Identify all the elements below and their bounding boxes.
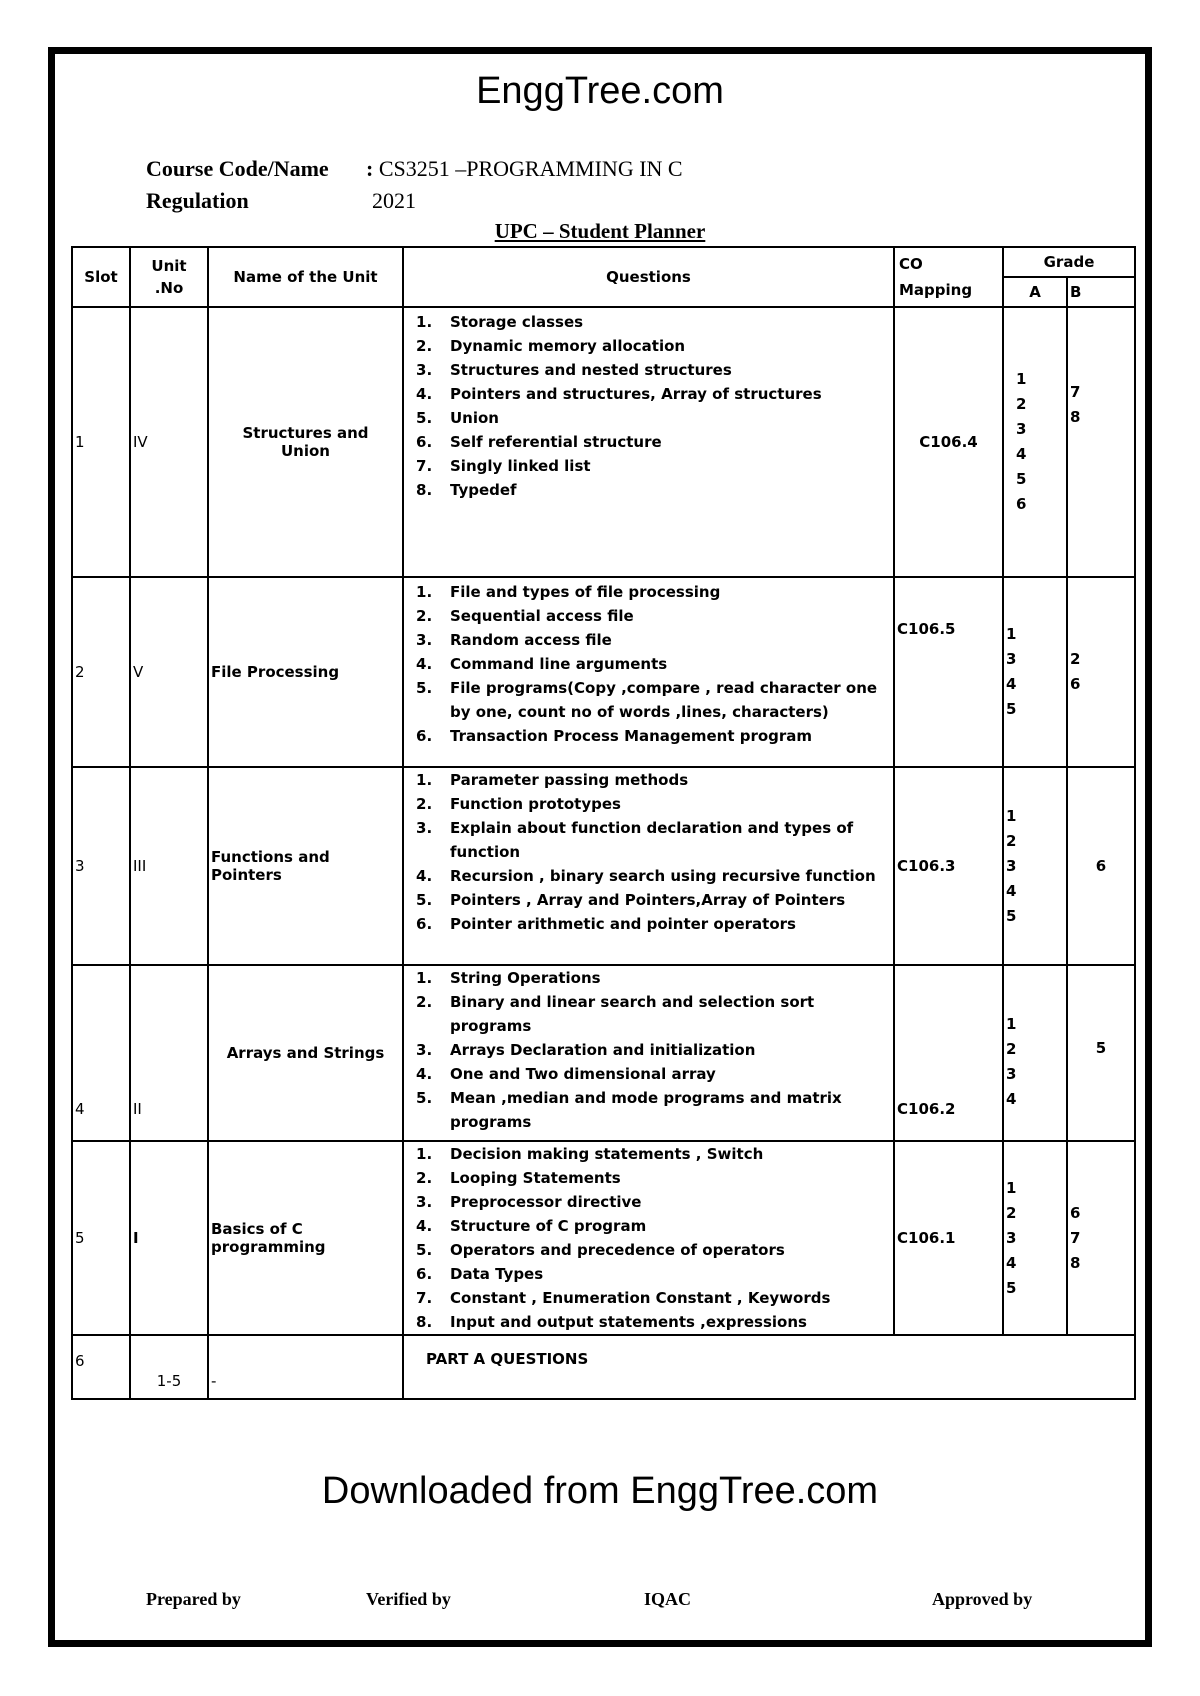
row-grade-a — [1003, 965, 1067, 1141]
header-grade-a: A — [1003, 277, 1067, 307]
question-item: Preprocessor directive — [450, 1193, 642, 1211]
question-item: Typedef — [450, 481, 517, 499]
row-unit: III — [130, 767, 208, 965]
question-item: Constant , Enumeration Constant , Keywords — [450, 1289, 831, 1307]
grade-b-item: 8 — [1070, 1253, 1081, 1272]
row-unit-name: - — [208, 1335, 403, 1399]
row-questions — [403, 767, 894, 965]
question-item: Operators and precedence of operators — [450, 1241, 785, 1259]
grade-a-item: 4 — [1006, 675, 1017, 693]
grade-a-item: 3 — [1006, 650, 1017, 668]
row-grade-b — [1067, 965, 1135, 1141]
question-item: File programs(Copy ,compare , read character one by one, count no of words ,lines, characters) — [450, 679, 878, 721]
question-item: One and Two dimensional array — [450, 1065, 716, 1083]
course-label: Course Code/Name — [146, 156, 329, 181]
grade-b-item: 8 — [1070, 408, 1081, 426]
grade-a-item: 2 — [1006, 1040, 1017, 1058]
question-item: String Operations — [450, 969, 601, 987]
table-row — [72, 1335, 1135, 1399]
row-slot: 1 — [72, 307, 130, 577]
grade-b-item: 6 — [1070, 675, 1081, 693]
question-item: Pointers and structures, Array of structures — [450, 385, 822, 403]
grade-a-item: 4 — [1006, 881, 1017, 900]
row-grade-b — [1067, 577, 1135, 767]
question-item: Looping Statements — [450, 1169, 621, 1187]
grade-a-item: 3 — [1006, 1228, 1017, 1247]
row-unit: II — [130, 965, 208, 1141]
question-item: Function prototypes — [450, 795, 621, 813]
row-grade-b — [1067, 1141, 1135, 1335]
grade-b-item: 2 — [1070, 650, 1081, 668]
row-slot: 2 — [72, 577, 130, 767]
row-grade-a — [1003, 1141, 1067, 1335]
grade-b-item: 6 — [1095, 856, 1107, 875]
row-unit: I — [130, 1141, 208, 1335]
question-item: Structure of C program — [450, 1217, 647, 1235]
question-item: Parameter passing methods — [450, 771, 689, 789]
question-item: Sequential access file — [450, 607, 634, 625]
grade-a-item: 4 — [1006, 1253, 1017, 1272]
row-grade-b — [1067, 767, 1135, 965]
grade-a-item: 5 — [1006, 700, 1017, 718]
question-item: Input and output statements ,expressions — [450, 1313, 807, 1331]
grade-a-item: 6 — [1016, 495, 1027, 513]
question-item: File and types of file processing — [450, 583, 721, 601]
row-co: C106.5 — [894, 577, 1003, 767]
row-questions — [403, 307, 894, 577]
row-unit-name: Structures and Union — [208, 307, 403, 577]
site-title: EnggTree.com — [476, 70, 724, 112]
row-unit: 1-5 — [130, 1335, 208, 1399]
row-co: C106.4 — [894, 307, 1003, 577]
question-item: Pointer arithmetic and pointer operators — [450, 915, 796, 933]
header-grade-b: B — [1067, 277, 1135, 307]
grade-a-item: 4 — [1016, 445, 1027, 463]
grade-a-item: 1 — [1006, 1015, 1017, 1033]
question-item: Dynamic memory allocation — [450, 337, 686, 355]
grade-a-item: 1 — [1006, 1178, 1017, 1197]
question-item: Structures and nested structures — [450, 361, 732, 379]
table-row — [72, 767, 1135, 965]
question-item: Singly linked list — [450, 457, 591, 475]
grade-a-item: 2 — [1016, 395, 1027, 413]
table-row — [72, 1141, 1135, 1335]
course-value: : CS3251 –PROGRAMMING IN C — [366, 156, 683, 181]
header-questions: Questions — [403, 247, 894, 307]
question-item: Decision making statements , Switch — [450, 1145, 764, 1163]
row-unit-name: Arrays and Strings — [208, 965, 403, 1141]
grade-a-item: 5 — [1006, 906, 1017, 925]
row-grade-a — [1003, 767, 1067, 965]
regulation-value: 2021 — [372, 188, 416, 213]
table-row — [72, 965, 1135, 1141]
verified-by: Verified by — [366, 1589, 451, 1609]
grade-a-item: 1 — [1006, 806, 1017, 825]
grade-a-item: 5 — [1016, 470, 1027, 488]
row-co: C106.3 — [894, 767, 1003, 965]
row-grade-b — [1067, 307, 1135, 577]
iqac-label: IQAC — [644, 1589, 692, 1609]
row-unit: V — [130, 577, 208, 767]
question-item: Pointers , Array and Pointers,Array of Pointers — [450, 891, 846, 909]
header-unit-name: Name of the Unit — [208, 247, 403, 307]
row-co: C106.1 — [894, 1141, 1003, 1335]
grade-a-item: 3 — [1006, 1065, 1017, 1083]
question-item: Data Types — [450, 1265, 544, 1283]
row-unit-name: Functions and Pointers — [208, 767, 403, 965]
grade-b-item: 5 — [1095, 1039, 1107, 1057]
row-grade-a — [1003, 577, 1067, 767]
grade-b-item: 7 — [1070, 1228, 1081, 1247]
table-row — [72, 307, 1135, 577]
row-unit-name: File Processing — [208, 577, 403, 767]
row-unit: IV — [130, 307, 208, 577]
header-unit-no: Unit .No — [130, 247, 208, 307]
grade-a-item: 3 — [1006, 856, 1017, 875]
question-item: Arrays Declaration and initialization — [450, 1041, 756, 1059]
row-slot: 3 — [72, 767, 130, 965]
table-row — [72, 577, 1135, 767]
question-item: Transaction Process Management program — [450, 727, 813, 745]
grade-a-item: 4 — [1006, 1090, 1017, 1108]
grade-a-item: 2 — [1006, 831, 1017, 850]
row-questions — [403, 577, 894, 767]
row-questions — [403, 965, 894, 1141]
question-item: Random access file — [450, 631, 612, 649]
grade-a-item: 5 — [1006, 1278, 1017, 1297]
part-a-questions: PART A QUESTIONS — [403, 1335, 1135, 1399]
question-item: Self referential structure — [450, 433, 662, 451]
row-slot: 5 — [72, 1141, 130, 1335]
grade-a-item: 2 — [1006, 1203, 1017, 1222]
grade-a-item: 1 — [1006, 625, 1017, 643]
row-slot: 6 — [72, 1335, 130, 1399]
prepared-by: Prepared by — [146, 1589, 241, 1609]
planner-title: UPC – Student Planner — [494, 219, 706, 243]
download-notice: Downloaded from EnggTree.com — [321, 1470, 879, 1512]
grade-b-item: 7 — [1070, 383, 1081, 401]
question-item: Binary and linear search and selection sort programs — [450, 993, 815, 1035]
question-item: Mean ,median and mode programs and matrix programs — [450, 1089, 842, 1131]
grade-a-item: 1 — [1016, 370, 1027, 388]
header-slot: Slot — [72, 247, 130, 307]
grade-b-item: 6 — [1070, 1203, 1081, 1222]
question-item: Storage classes — [450, 313, 584, 331]
row-slot: 4 — [72, 965, 130, 1141]
approved-by: Approved by — [932, 1589, 1033, 1609]
row-unit-name: Basics of C programming — [208, 1141, 403, 1335]
grade-a-item: 3 — [1016, 420, 1027, 438]
header-grade: Grade — [1003, 247, 1135, 277]
question-item: Union — [450, 409, 499, 427]
question-item: Explain about function declaration and types of function — [450, 819, 854, 861]
regulation-label: Regulation — [146, 188, 249, 213]
question-item: Recursion , binary search using recursive function — [450, 867, 876, 885]
question-item: Command line arguments — [450, 655, 668, 673]
row-co: C106.2 — [894, 965, 1003, 1141]
row-grade-a — [1003, 307, 1067, 577]
row-questions — [403, 1141, 894, 1335]
planner-table — [71, 246, 1136, 1400]
header-co-mapping: CO Mapping — [894, 247, 1003, 307]
